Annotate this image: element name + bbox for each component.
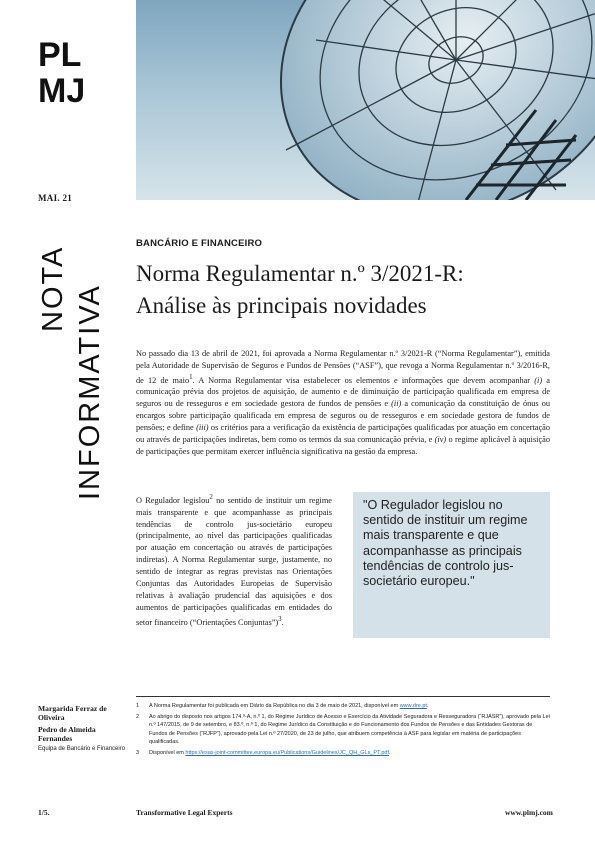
author-name: Pedro de Almeida Fernandes: [38, 725, 96, 743]
title-line-1: Norma Regulamentar n.º 3/2021-R:: [136, 261, 464, 286]
footnote-2: 2 Ao abrigo do disposto nos artigos 174.º-A, n.º 1, do Regime Jurídico de Acesso e Exercício da Atividade Seguradora e Resseguradora (“RJASR”), aprovado pela Lei n.º 147/2015, de 9 de setembro, e 83.º, n.º 1, do Regime Jurídico da Constituição e do Funcionamento dos Fundos de Pensões e das Entidades Gestoras de Fundos de Pensões (“RJFP”), aprovado pela Lei n.º 27/2020, de 23 de julho, que atribuem competência à ASF para legislar em matéria de participações qualificadas.: [136, 714, 550, 745]
plmj-logo: [38, 38, 100, 104]
hero-image-radio-telescope: [136, 0, 595, 200]
body-paragraph: O Regulador legislou$^2$ no sentido de instituir um regime mais transparente e que acompanhasse as principais tendências de controlo jus-societário europeu (principalmente, ao nível das participações qualificadas por atuação em concertação ou através de participações indiretas). A Norma Regulamentar surge, justamente, no sentido de integrar as regras previstas nas Orientações Conjuntas das Autoridades Europeias de Supervisão relativas à avaliação prudencial das aquisições e dos aumentos de participações qualificadas em entidades do setor financeiro (“Orientações Conjuntas”)$^3$.: [136, 494, 332, 627]
footer-website-link[interactable]: www.plmj.com: [505, 808, 553, 817]
authors-block: [38, 704, 128, 754]
vertical-title-nota: NOTA: [37, 245, 69, 332]
author-team: Equipa de Bancário e Financeiro: [38, 746, 126, 752]
footnote-ref-1[interactable]: 1: [189, 373, 193, 381]
footnote-3-link[interactable]: https://esas-joint-committee.europa.eu/Publications/Guidelines/JC_QH_GLs_PT.pdf: [185, 750, 389, 757]
intro-paragraph: No passado dia 13 de abril de 2021, foi aprovada a Norma Regulamentar n.º 3/2021-R (“Norma Regulamentar”), emitida pela Autoridade de Supervisão de Seguros e Fundos de Pensões (“ASF”), que revoga a Norma Regulamentar n.º 3/2016-R, de 12 de maio$^1$. A Norma Regulamentar visa estabelecer os elementos e informações que devem acompanhar (i) a comunicação prévia dos projetos de aquisição, de aumento e de diminuição de participação qualificada em empresa de seguros ou de resseguros e em sociedade gestora de fundos de pensões e (ii) a comunicação da constituição de ónus ou encargos sobre participação qualificada em empresa de seguros ou de resseguros e em sociedade gestora de fundos de pensões; e define (iii) os critérios para a verificação da existência de participações qualificadas por atuação em concertação ou através de participações indiretas, bem como os termos da sua comunicação prévia, e (iv) o regime aplicável à aquisição de participações que permitam exercer influência significativa na gestão da empresa.: [136, 349, 551, 457]
vertical-title: [34, 236, 104, 501]
document-title: [136, 258, 566, 322]
pull-quote: "O Regulador legislou no sentido de instituir um regime mais transparente e que acompanhasse as principais tendências de controlo jus-societário europeu.": [353, 492, 550, 638]
section-label: BANCÁRIO E FINANCEIRO: [136, 238, 263, 249]
title-line-2: Análise às principais novidades: [136, 293, 427, 318]
logo-line-2: MJ: [38, 72, 86, 104]
footnote-divider: [136, 696, 550, 697]
footnote-ref-3[interactable]: 3: [278, 615, 282, 623]
logo-line-1: PL: [38, 38, 82, 74]
vertical-title-informativa: INFORMATIVA: [74, 284, 104, 500]
footer-tagline: Transformative Legal Experts: [136, 808, 233, 817]
footnote-ref-2[interactable]: 2: [209, 494, 213, 501]
issue-date: MAI. 21: [38, 193, 73, 203]
footnote-1: 1 A Norma Regulamentar foi publicada em Diário da República no dia 3 de maio de 2021, disponível em www.dre.pt.: [136, 703, 429, 709]
footnotes: [136, 702, 550, 760]
footnote-1-link[interactable]: www.dre.pt: [399, 703, 427, 709]
author-name: Margarida Ferraz de Oliveira: [38, 704, 107, 722]
footnote-3: 3 Disponível em https://esas-joint-committee.europa.eu/Publications/Guidelines/JC_QH_GLs_PT.pdf.: [136, 750, 391, 757]
page-number: 1/5.: [38, 808, 50, 817]
